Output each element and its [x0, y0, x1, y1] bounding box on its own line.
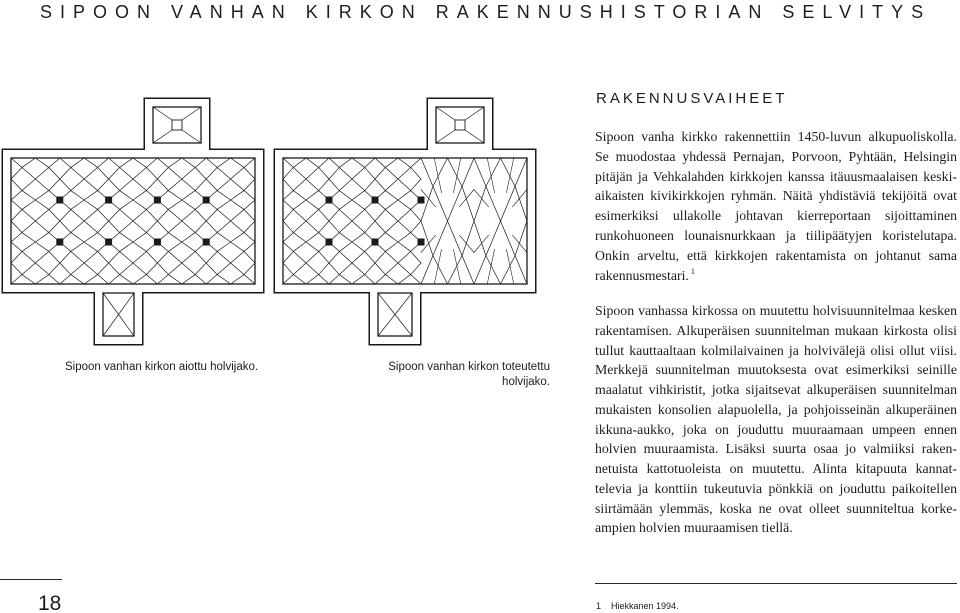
paragraph-line: ikkuna-aukko, joka on jouduttu muuraamaan umpeen ennen	[595, 421, 957, 437]
paragraph-line: siirtämään ylemmäs, koska ne ovat olleet suunniteltua korke-	[595, 500, 957, 516]
floor-plan-intended-vaulting	[0, 96, 268, 348]
walls	[275, 99, 535, 344]
footnote-text: Hiekkanen 1994.	[611, 601, 679, 611]
paragraph-line: pitäjän ja Vehkalahden kirkkojen kanssa itäuusmaalaisen keski-	[595, 168, 957, 184]
paragraph-line-text: rakennusmestari.	[595, 267, 689, 283]
caption-line: Sipoon vanhan kirkon toteutettu	[388, 361, 550, 373]
paragraph-line: netuista kattotuoleista on muutettu. Alinta kitapuuta kannat-	[595, 461, 957, 476]
paragraph-line: televia ja konttiin tukeutuvia pönkkiä on jouduttu paikoitellen	[595, 480, 957, 496]
figure-caption-realized	[350, 360, 550, 390]
section-heading: RAKENNUSVAIHEET	[596, 90, 788, 107]
footnote-reference: 1	[690, 266, 695, 276]
floor-plan-realized-vaulting	[272, 96, 540, 348]
paragraph-line: runkohuoneen lounaisnurkkaan ja tiilipäätyjen koristelutapa.	[595, 227, 957, 243]
paragraph-2	[595, 301, 957, 538]
paragraph-line: Onkin arveltu, että kirkkojen rakentamista on johtanut sama	[595, 247, 957, 263]
paragraph-line: Merkkejä suunnitelman muutoksesta ovat esimerkiksi seinille	[595, 362, 957, 378]
paragraph-1	[595, 127, 957, 285]
paragraph-line: mukaisten konsolien alapuolella, ja pohjoisseinän alkuperäinen	[595, 401, 957, 417]
paragraph-line: Sipoon vanha kirkko rakennettiin 1450-luvun alkupuoliskolla.	[595, 129, 957, 144]
footnote-rule	[595, 583, 957, 584]
paragraph-line: tullut kauttaaltaan kolmilaivainen ja holvivälejä olisi ollut viisi.	[595, 342, 957, 358]
paragraph-line: Se muodostaa yhdessä Pernajan, Porvoon, Pyhtään, Helsingin	[595, 148, 957, 164]
paragraph-line: holvien muuraamista. Lisäksi suurta osaa jo valmiiksi raken-	[595, 441, 957, 457]
paragraph-last-line	[595, 266, 957, 286]
caption-line: holvijako.	[502, 376, 550, 388]
paragraph-line: esimerkiksi ullakolle johtavan kierreportaan sijoittaminen	[595, 208, 957, 224]
page-number: 18	[38, 592, 62, 613]
footnote-number: 1	[596, 601, 602, 611]
paragraph-line: rakentamisen. Alkuperäisen suunnitelman mukaan kirkosta olisi	[595, 322, 957, 338]
footnote	[596, 600, 679, 612]
figure-caption-intended: Sipoon vanhan kirkon aiottu holvijako.	[65, 361, 259, 373]
paragraph-line: maalatut vihkiristit, jotka sijaitsevat alkuperäisen suunnitelman	[595, 382, 957, 397]
paragraph-line: aikaisten kivikirkkojen ryhmän. Näitä yhdistäviä tekijöitä ovat	[595, 188, 957, 204]
document-title: SIPOON VANHAN KIRKON RAKENNUSHISTORIAN SELVITYS	[40, 2, 932, 22]
walls	[3, 99, 263, 344]
paragraph-line: Sipoon vanhassa kirkossa on muutettu holvisuunnitelmaa kesken	[595, 303, 957, 318]
page-number-rule	[0, 579, 62, 580]
paragraph-line: ampien holvien muuraamisen tiellä.	[595, 520, 793, 536]
